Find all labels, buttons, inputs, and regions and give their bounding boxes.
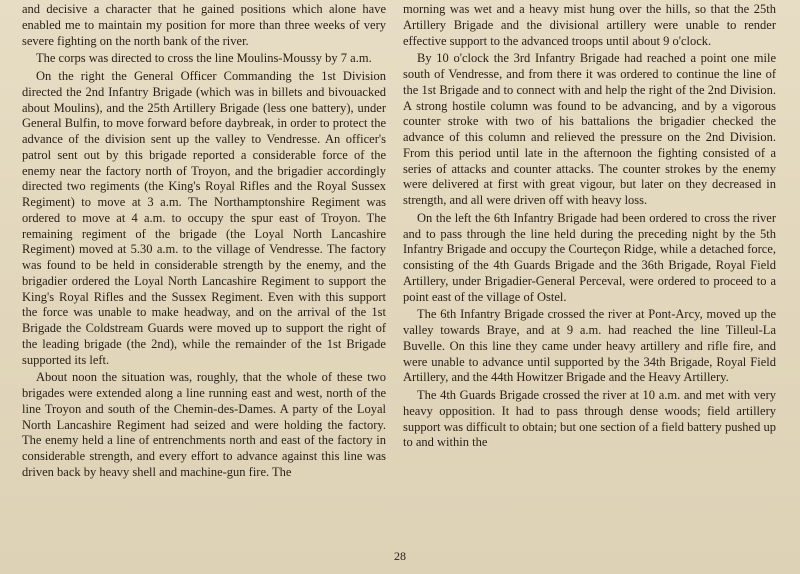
paragraph: and decisive a character that he gained positions which alone have enabled me to maintain my position for more than three weeks of very severe fighting on the north bank of the river. [22, 2, 386, 48]
paragraph: The corps was directed to cross the line Moulins-Moussy by 7 a.m. [36, 51, 372, 66]
left-column [22, 2, 386, 483]
paragraph: The 4th Guards Brigade crossed the river at 10 a.m. and met with very heavy opposition. It had to pass through dense woods; field artillery support was difficult to obtain; but one section of a field battery pushed up to and within the [403, 388, 776, 450]
paragraph: On the left the 6th Infantry Brigade had been ordered to cross the river and to pass through the line held during the preceding night by the 5th Infantry Brigade and occupy the Courteçon Ridge, while a detached force, consisting of the 4th Guards Brigade and the 36th Brigade, Royal Field Artillery, under Brigadier-General Perceval, were ordered to proceed to a point east of the village of Ostel. [403, 210, 776, 304]
paragraph: morning was wet and a heavy mist hung over the hills, so that the 25th Artillery Brigade and the divisional artillery were unable to render effective support to the advanced troops until about 9 o'clock. [403, 2, 776, 48]
paragraph: On the right the General Officer Commanding the 1st Division directed the 2nd Infantry Brigade (which was in billets and bivouacked about Moulins), and the 25th Artillery Brigade (less one battery), under General Bulfin, to move forward before daybreak, in order to protect the advance of the division sent up the valley to Vendresse. An officer's patrol sent out by this brigade reported a considerable force of the enemy near the factory north of Troyon, and the brigadier accordingly directed two regiments (the King's Royal Rifles and the Royal Sussex Regiment) to move at 3 a.m. The Northamptonshire Regiment was ordered to move at 4 a.m. to occupy the spur east of Troyon. The remaining regiment of the brigade (the Loyal North Lancashire Regiment) moved at 5.30 a.m. to the village of Vendresse. The factory was found to be held in considerable strength by the enemy, and the brigadier ordered the Loyal North Lancashire Regiment to support the King's Royal Rifles and the Sussex Regiment. Even with this support the force was unable to make headway, and on the arrival of the 1st Brigade the Coldstream Guards were moved up to support the right of the leading brigade (the 2nd), while the remainder of the 1st Brigade supported its left. [22, 69, 386, 367]
paragraph: The 6th Infantry Brigade crossed the river at Pont-Arcy, moved up the valley towards Braye, and at 9 a.m. had reached the line Tilleul-La Buvelle. On this line they came under heavy artillery and rifle fire, and were unable to advance until supported by the 34th Brigade, Royal Field Artillery, and the 44th Howitzer Brigade and the Heavy Artillery. [403, 307, 776, 385]
right-column [403, 2, 776, 453]
paragraph: By 10 o'clock the 3rd Infantry Brigade had reached a point one mile south of Vendresse, and from there it was ordered to continue the line of the 1st Brigade and to connect with and help the right of the 2nd Division. A strong hostile column was found to be advancing, and by a vigorous counter stroke with two of his battalions the brigadier checked the advance of this column and relieved the pressure on the 2nd Division. From this period until late in the afternoon the fighting consisted of a series of attacks and counter attacks. The counter strokes by the enemy were delivered at first with great vigour, but later on they decreased in strength, and all were driven off with heavy loss. [403, 51, 776, 207]
page-number: 28 [394, 549, 406, 563]
paragraph: About noon the situation was, roughly, that the whole of these two brigades were extended along a line running east and west, north of the line Troyon and south of the Chemin-des-Dames. A party of the Loyal North Lancashire Regiment had seized and were holding the factory. The enemy held a line of entrenchments north and east of the factory in considerable strength, and every effort to advance against this line was driven back by heavy shell and machine-gun fire. The [22, 370, 386, 479]
